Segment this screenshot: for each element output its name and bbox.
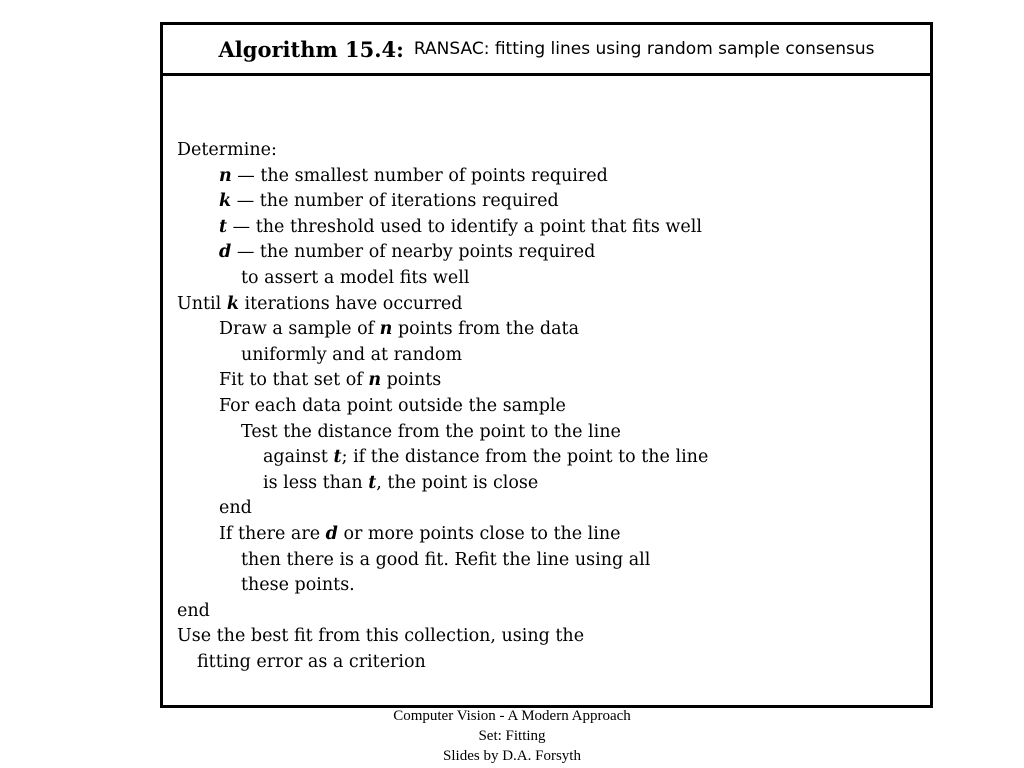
line-text: points xyxy=(381,370,442,391)
line-text: Test the distance from the point to the line xyxy=(241,421,621,442)
algorithm-line xyxy=(177,420,917,446)
line-text: For each data point outside the sample xyxy=(219,395,566,416)
algorithm-line xyxy=(177,548,917,574)
variable-symbol: n xyxy=(219,165,232,186)
line-text: Fit to that set of xyxy=(219,370,369,391)
variable-symbol: n xyxy=(379,319,393,340)
algorithm-header xyxy=(163,25,930,76)
line-text: end xyxy=(177,600,210,621)
line-text: — the smallest number of points required xyxy=(231,165,608,186)
slide-footer xyxy=(0,706,1024,766)
algorithm-line xyxy=(177,240,917,266)
variable-symbol: t xyxy=(219,216,228,237)
algorithm-line xyxy=(177,522,917,548)
algorithm-line xyxy=(177,138,917,164)
algorithm-line xyxy=(177,573,917,599)
variable-symbol: k xyxy=(226,293,239,314)
line-text: If there are xyxy=(219,523,326,544)
line-text: — the number of nearby points required xyxy=(231,242,596,263)
line-text: ; if the distance from the point to the line xyxy=(341,447,709,468)
algorithm-line xyxy=(177,292,917,318)
variable-symbol: d xyxy=(325,523,338,544)
line-text: end xyxy=(219,498,252,519)
algorithm-line xyxy=(177,650,917,676)
line-text: or more points close to the line xyxy=(337,523,621,544)
line-text: , the point is close xyxy=(376,472,539,493)
algorithm-box xyxy=(160,22,933,708)
variable-symbol: k xyxy=(219,191,232,212)
algorithm-line xyxy=(177,471,917,497)
algorithm-title: RANSAC: fitting lines using random sample consensus xyxy=(413,39,875,59)
line-text: points from the data xyxy=(392,319,580,340)
algorithm-line xyxy=(177,266,917,292)
algorithm-line xyxy=(177,215,917,241)
line-text: these points. xyxy=(241,575,355,596)
footer-book-title: Computer Vision - A Modern Approach xyxy=(393,708,631,724)
line-text: Determine: xyxy=(177,140,277,160)
line-text: iterations have occurred xyxy=(238,293,463,314)
variable-symbol: t xyxy=(333,447,342,468)
algorithm-body xyxy=(177,138,917,675)
line-text: then there is a good fit. Refit the line using all xyxy=(241,549,651,570)
line-text: against xyxy=(263,447,334,468)
algorithm-line xyxy=(177,445,917,471)
line-text: is less than xyxy=(263,472,369,493)
algorithm-line xyxy=(177,624,917,650)
algorithm-line xyxy=(177,496,917,522)
line-text: — the number of iterations required xyxy=(231,191,559,212)
line-text: fitting error as a criterion xyxy=(197,651,426,672)
footer-set-name: Set: Fitting xyxy=(478,728,546,744)
line-text: Use the best fit from this collection, using the xyxy=(177,626,585,647)
algorithm-number: Algorithm 15.4: xyxy=(218,36,404,62)
algorithm-line xyxy=(177,368,917,394)
footer-credit: Slides by D.A. Forsyth xyxy=(443,748,581,764)
algorithm-line xyxy=(177,599,917,625)
line-text: Until xyxy=(177,293,227,314)
line-text: — the threshold used to identify a point that fits well xyxy=(227,216,702,237)
algorithm-line xyxy=(177,394,917,420)
variable-symbol: n xyxy=(368,370,382,391)
algorithm-line xyxy=(177,343,917,369)
variable-symbol: d xyxy=(219,242,232,263)
algorithm-line xyxy=(177,317,917,343)
algorithm-line xyxy=(177,189,917,215)
line-text: to assert a model fits well xyxy=(241,267,470,288)
line-text: uniformly and at random xyxy=(241,344,463,365)
line-text: Draw a sample of xyxy=(219,319,380,340)
algorithm-line xyxy=(177,164,917,190)
variable-symbol: t xyxy=(368,472,377,493)
